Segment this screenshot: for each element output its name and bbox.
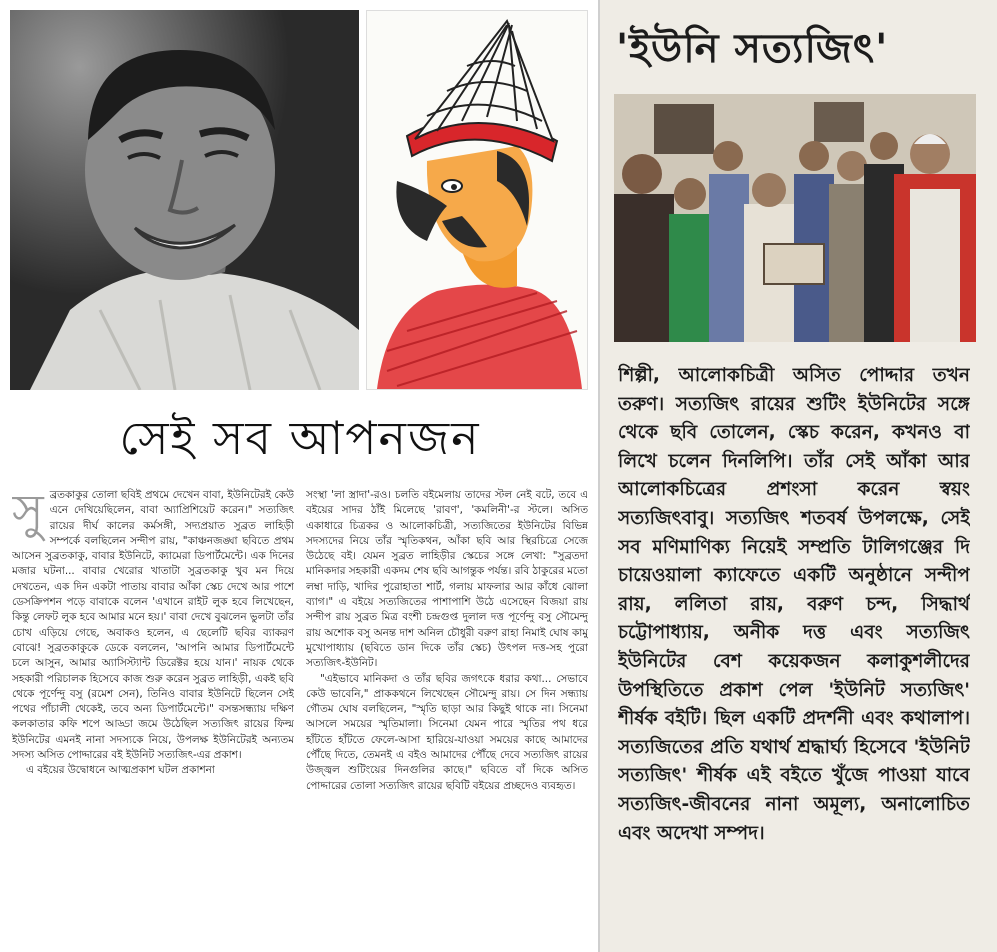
event-group-photo (614, 94, 976, 342)
clipping-body-text: শিল্পী, আলোকচিত্রী অসিত পোদ্দার তখন তরুণ। সত্যজিৎ রায়ের শুটিং ইউনিটের সঙ্গে থেকে ছবি তোলেন, স্কেচ করেন, কখনও বা লিখে চলেন দিনলিপি। তাঁর সেই আঁকা আর আলোকচিত্রের প্রশংসা করেন স্বয়ং সত্যজিৎবাবু। সত্যজিৎ শতবর্ষ উপলক্ষে, সেই সব মণিমাণিক্য নিয়েই সম্প্রতি টালিগঞ্জের দি চায়েওয়ালা ক্যাফেতে একটি অনুষ্ঠানে সন্দীপ রায়, ললিতা রায়, বরুণ চন্দ, সিদ্ধার্থ চট্টোপাধ্যায়, অনীক দত্ত এবং সত্যজিৎ ইউনিটের বেশ কয়েকজন কলাকুশলীদের উপস্থিতিতে প্রকাশ পেল 'ইউনিট সত্যজিৎ' শীর্ষক বইটি। ছিল একটি প্রদর্শনী এবং কথালাপ। সত্যজিতের প্রতি যথার্থ শ্রদ্ধার্ঘ্য হিসেবে 'ইউনিট সত্যজিৎ' শীর্ষক এই বইতে খুঁজে পাওয়া যাবে সত্যজিৎ-জীবনের নানা অমূল্য, অনালোচিত এবং অদেখা সম্পদ। (618, 365, 970, 844)
portrait-photo (10, 10, 359, 390)
column-2-paragraph-1: সংস্থা 'লা স্ত্রাদা'-রও। চলতি বইমেলায় তাদের স্টল নেই বটে, তবে এ বইয়ের সাদর ঠাঁই মিলেছে 'রাবণ', 'কমলিনী'-র স্টলে। অসিত একাধারে চিত্রকর ও আলোকচিত্রী, সত্যজিতের ইউনিটের বিভিন্ন সদস্যদের নিয়ে তাঁর স্মৃতিকথন, আঁকা ছবি আর স্থিরচিত্রে সেজে উঠেছে বই। যেমন সুব্রত লাহিড়ীর স্কেচের সঙ্গে লেখা: "সুব্রতদা মানিকদার সহকারী একদম শেষ ছবি আগন্তুক পর্যন্ত। রবি ঠাকুরের মতো লম্বা দাড়ি, খাদির পুরোহাতা শার্ট, গলায় মাফলার আর কাঁধে ঝোলা ব্যাগ।" এ বইয়ে সত্যজিতের পাশাপাশি উঠে এসেছেন বিজয়া রায় সন্দীপ রায় সুব্রত মিত্র বংশী চন্দ্রগুপ্ত দুলাল দত্ত পূর্ণেন্দু বসু সৌমেন্দু রায় অশোক বসু অনন্ত দাশ অনিল চৌধুরী বরুণ রাহা নিমাই ঘোষ কামু মুখোপাধ্যায় (ছবিতে ডান দিকে তাঁর স্কেচ) উৎপল দত্ত-সহ পুরো সত্যজিৎ-ইউনিট। (306, 489, 588, 670)
column-2-paragraph-2: "এইভাবে মানিকদা ও তাঁর ছবির জগৎকে ধরার কথা... সেভাবে কেউ ভাবেনি," প্রাককথনে লিখেছেন সৌমেন্দু রায়। সে দিন সন্ধ্যায় গৌতম ঘোষ বলছিলেন, "স্মৃতি ছাড়া আর কিছুই থাকে না। সিনেমা আসলে সময়ের স্মৃতিমালা। সিনেমা যেমন পারে স্মৃতির পথ ধরে হাঁটতে হাঁটতে ফেলে-আসা হারিয়ে-যাওয়া সময়ের কাছে আমাদের পৌঁছে দিতে, তেমনই এ বইও আমাদের পৌঁছে দেবে সত্যজিৎ রায়ের উজ্জ্বল শুটিংয়ের দিনগুলির কাছে।" ছবিতে বাঁ দিকে অসিত পোদ্দারের তোলা সত্যজিৎ রায়ের ছবিটি বইয়ের প্রচ্ছদেও ব্যবহৃত। (306, 672, 588, 792)
sketch-illustration-art (367, 11, 587, 389)
clipping-headline: 'ইউনি সত্যজিৎ' (616, 26, 889, 72)
event-group-photo-art (614, 94, 976, 342)
article-headline: সেই সব আপনজন (119, 411, 481, 465)
sketch-illustration (366, 10, 588, 390)
dropcap: সু (12, 488, 44, 540)
column-1-paragraph-1: ব্রতকাকুর তোলা ছবিই প্রথমে দেখেন বাবা, ইউনিটেরই কেউ এনে দেখিয়েছিলেন, বাবা অ্যাপ্রিশিয়েট করেন।" সত্যজিৎ রায়ের দীর্ঘ কালের কর্মসঙ্গী, সদ্যপ্রয়াত সুব্রত লাহিড়ী সম্পর্কে বলছিলেন সন্দীপ রায়, "কাঞ্চনজঙ্ঘা ছবিতে প্রথম আসেন সুব্রতকাকু, বাবার ইউনিটে, ক্যামেরা ডিপার্টমেন্টে। এক দিনের মজার ঘটনা... বাবার খেরোর খাতাটা সুব্রতকাকু খুব মন দিয়ে দেখতেন, এক দিন একটা পাতায় বাবার আঁকা স্কেচ দেখে আর পাশে ডেসক্রিপশন পড়ে বাবাকে বলেন 'এখানে রাইট লুক হবে লিখেছেন, কিন্তু লেফট লুক হবে আমার মনে হয়।' বাবা দেখে বুঝলেন ভুলটা তাঁর চোখ এড়িয়ে গেছে, অবাকও হলেন, এ ছেলেটি ছবির ব্যাকরণ বোঝে! সুব্রতকাকুকে ডেকে বললেন, 'আপনি আমার ডিপার্টমেন্টে চলে আসুন, আমার অ্যাসিস্ট্যান্ট ডিরেক্টর হয়ে যান।' নায়ক থেকে সহকারী পরিচালক হিসেবে কাজ শুরু করেন সুব্রত লাহিড়ী, একই ছবি থেকে পূর্ণেন্দু বসু (রমেশ সেন), তিনিও বাবার ইউনিটে ছিলেন সেই পথের পাঁচালী থেকেই, তবে অন্য ডিপার্টমেন্টে।" বসন্তসন্ধ্যায় দক্ষিণ কলকাতার কফি শপে আড্ডা জমে উঠেছিল সত্যজিৎ রায়ের ফিল্ম ইউনিটের এমনই নানা সদস্যকে নিয়ে, উপলক্ষ ইউনিটেরই অন্যতম সদস্য অসিত পোদ্দারের বই ইউনিট সত্যজিৎ-এর প্রকাশ। (12, 489, 294, 762)
article-column-2 (306, 488, 588, 938)
portrait-photo-art (10, 10, 359, 390)
column-1-paragraph-2: এ বইয়ের উদ্বোধনে আত্মপ্রকাশ ঘটল প্রকাশনা (26, 764, 215, 777)
article-column-1 (12, 488, 294, 938)
right-clipping (600, 0, 997, 952)
